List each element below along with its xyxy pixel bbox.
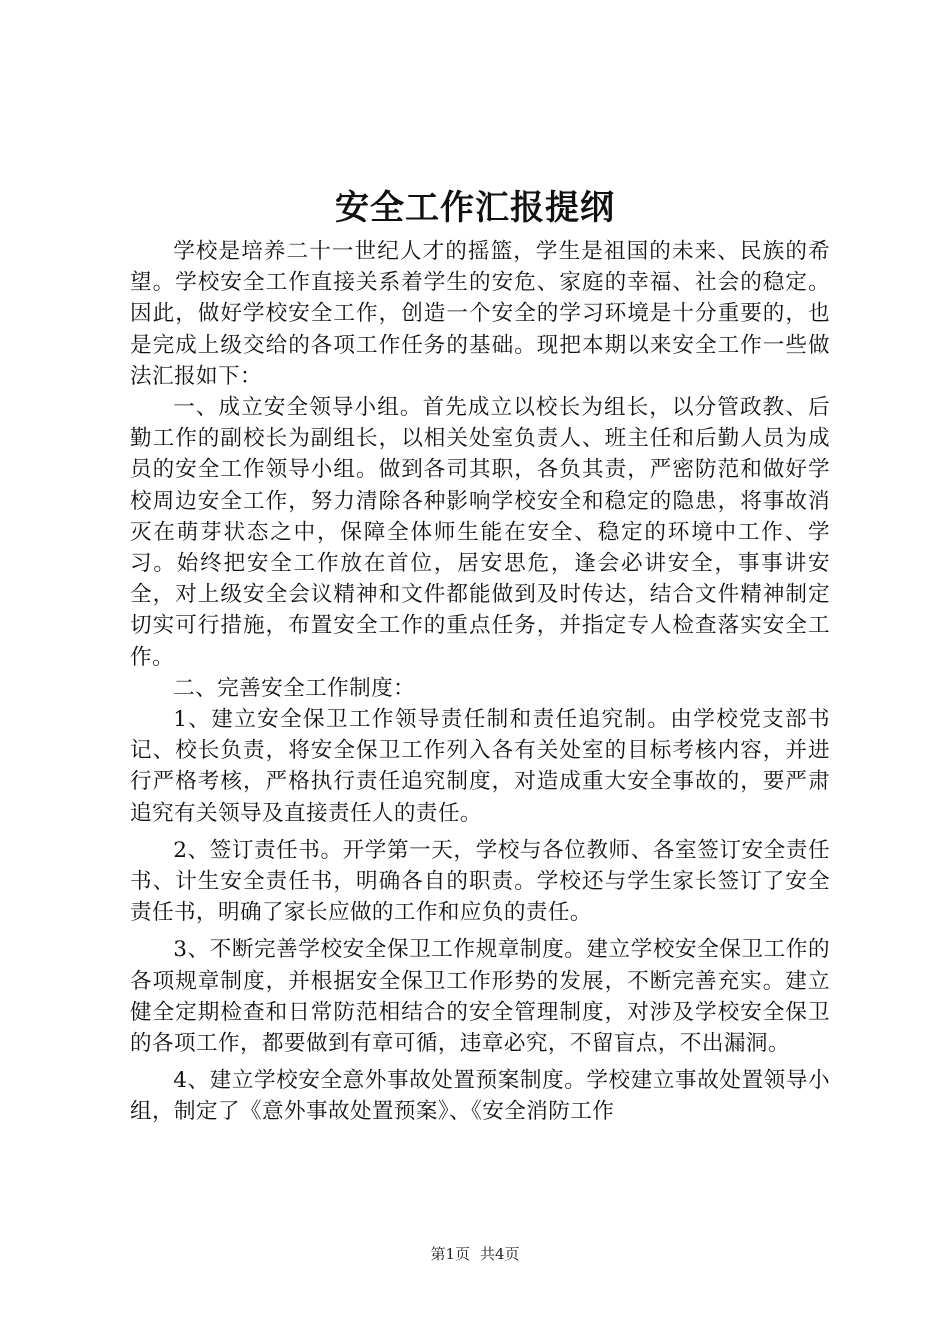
paragraph-section-2-heading: 二、完善安全工作制度： xyxy=(173,675,416,701)
paragraph-item-2: 2、签订责任书。开学第一天，学校与各位教师、各室签订安全责任书、计生安全责任书，明确各自的职责。学校还与学生家长签订了安全责任书，明确了家长应做的工作和应负的责任。 xyxy=(130,837,830,926)
page-total: 共4页 xyxy=(480,1245,520,1263)
document-title: 安全工作汇报提纲 xyxy=(335,188,615,228)
document-body xyxy=(130,236,830,1128)
page-number: 第1页 xyxy=(430,1245,470,1263)
paragraph-item-1: 1、建立安全保卫工作领导责任制和责任追究制。由学校党支部书记、校长负责，将安全保卫工作列入各有关处室的目标考核内容，并进行严格考核，严格执行责任追究制度，对造成重大安全事故的，要严肃追究有关领导及直接责任人的责任。 xyxy=(130,707,830,826)
paragraph-item-4: 4、建立学校安全意外事故处置预案制度。学校建立事故处置领导小组，制定了《意外事故处置预案》、《安全消防工作 xyxy=(130,1068,830,1125)
page-footer xyxy=(0,1244,950,1264)
paragraph-section-1: 一、成立安全领导小组。首先成立以校长为组长，以分管政教、后勤工作的副校长为副组长，以相关处室负责人、班主任和后勤人员为成员的安全工作领导小组。做到各司其职，各负其责，严密防范和做好学校周边安全工作，努力清除各种影响学校安全和稳定的隐患，将事故消灭在萌芽状态之中，保障全体师生能在安全、稳定的环境中工作、学习。始终把安全工作放在首位，居安思危，逢会必讲安全，事事讲安全，对上级安全会议精神和文件都能做到及时传达，结合文件精神制定切实可行措施，布置安全工作的重点任务，并指定专人检查落实安全工作。 xyxy=(130,395,830,670)
paragraph-item-3: 3、不断完善学校安全保卫工作规章制度。建立学校安全保卫工作的各项规章制度，并根据安全保卫工作形势的发展，不断完善充实。建立健全定期检查和日常防范相结合的安全管理制度，对涉及学校安全保卫的各项工作，都要做到有章可循，违章必究，不留盲点，不出漏洞。 xyxy=(130,937,830,1057)
paragraph-intro: 学校是培养二十一世纪人才的摇篮，学生是祖国的未来、民族的希望。学校安全工作直接关系着学生的安危、家庭的幸福、社会的稳定。因此，做好学校安全工作，创造一个安全的学习环境是十分重要的，也是完成上级交给的各项工作任务的基础。现把本期以来安全工作一些做法汇报如下： xyxy=(130,239,830,389)
